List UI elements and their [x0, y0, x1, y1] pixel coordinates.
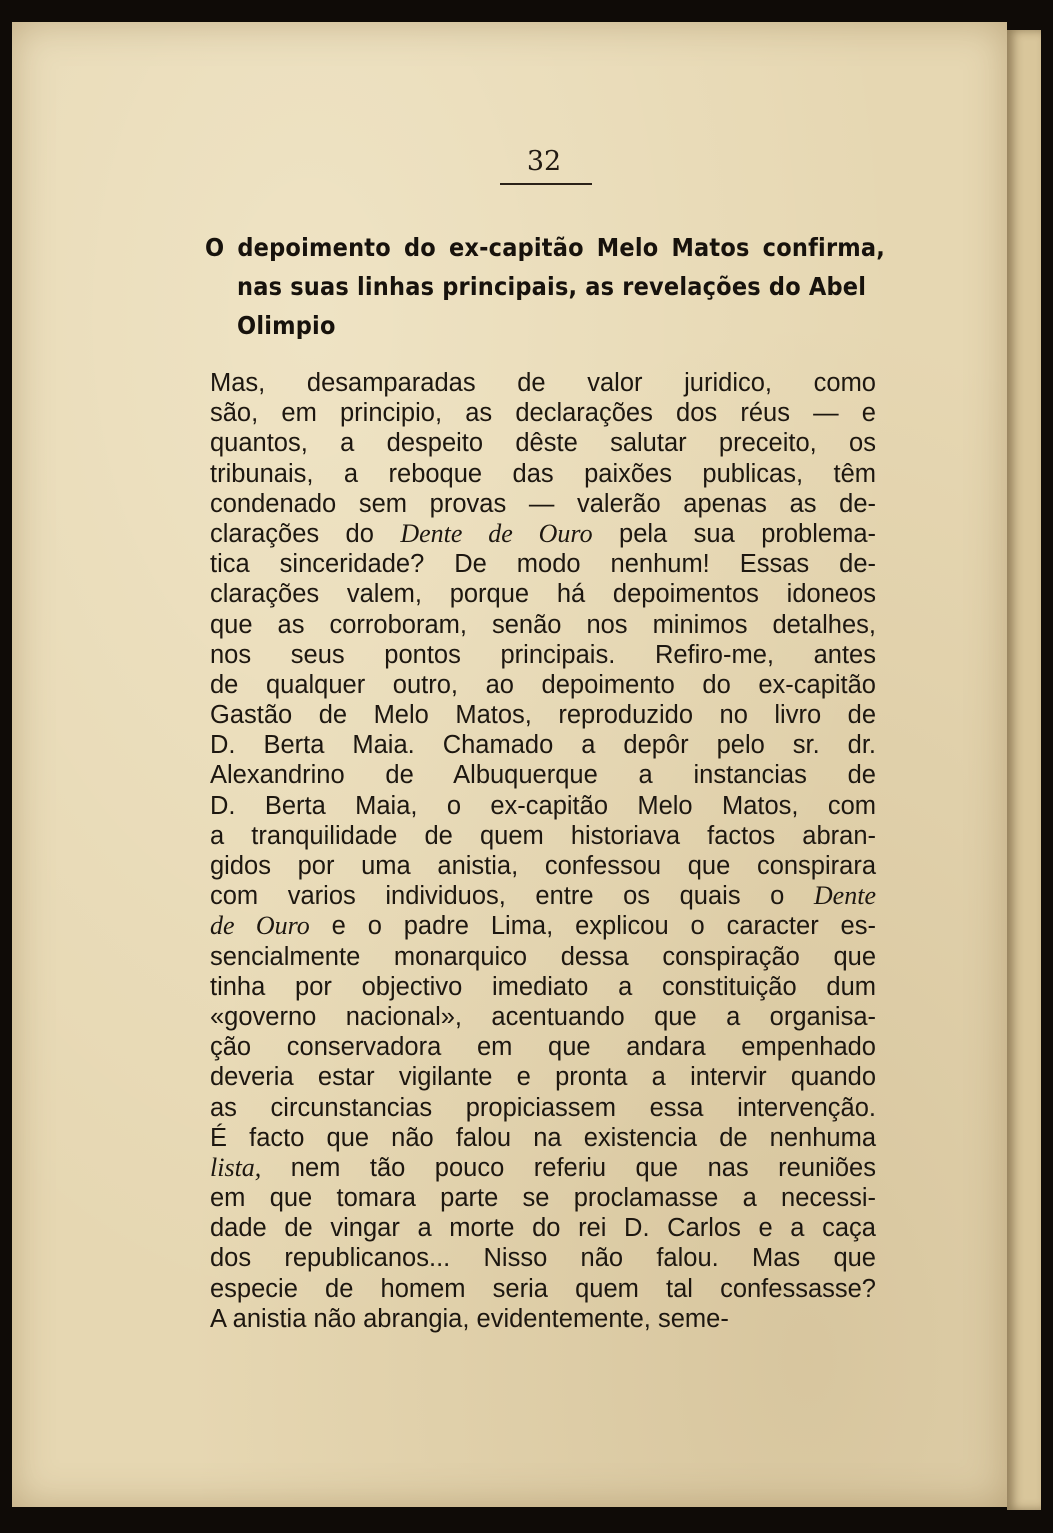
- body-line: nos seus pontos principais. Refiro-me, antes: [210, 640, 876, 669]
- italic-title: Dente: [813, 881, 876, 911]
- body-line: Mas, desamparadas de valor juridico, como: [210, 369, 876, 397]
- body-line: quantos, a despeito dêste salutar preceito, os: [210, 429, 876, 458]
- heading-line: Olimpio: [237, 311, 336, 340]
- body-line: D. Berta Maia, o ex-capitão Melo Matos, com: [210, 791, 876, 820]
- body-line: tinha por objectivo imediato a constituição dum: [210, 972, 876, 1001]
- body-line: Gastão de Melo Matos, reproduzido no livro de: [210, 701, 876, 730]
- italic-title: de Ouro: [210, 911, 310, 941]
- heading-line: nas suas linhas principais, as revelações do Abel: [237, 272, 867, 301]
- body-line: a tranquilidade de quem historiava factos abran-: [210, 821, 876, 850]
- body-line: «governo nacional», acentuando que a organisa-: [210, 1002, 876, 1031]
- body-line: É facto que não falou na existencia de nenhuma: [210, 1123, 876, 1152]
- body-line: com varios individuos, entre os quais o Dente: [210, 881, 876, 911]
- body-line: ção conservadora em que andara empenhado: [210, 1033, 876, 1062]
- body-line: D. Berta Maia. Chamado a depôr pelo sr. dr.: [210, 731, 876, 760]
- body-line: em que tomara parte se proclamasse a necessi-: [210, 1184, 876, 1213]
- facing-page-edge: [1007, 30, 1041, 1510]
- body-line: clarações do Dente de Ouro pela sua problema-: [210, 518, 876, 548]
- body-line: de Ouro e o padre Lima, explicou o caracter es-: [210, 911, 876, 941]
- body-line: especie de homem seria quem tal confessasse?: [210, 1274, 876, 1303]
- body-paragraph: [210, 368, 876, 1334]
- body-line: tribunais, a reboque das paixões publicas, têm: [210, 459, 876, 488]
- body-line: dade de vingar a morte do rei D. Carlos e a caça: [210, 1214, 876, 1243]
- body-line: tica sinceridade? De modo nenhum! Essas de-: [210, 550, 876, 579]
- body-line: gidos por uma anistia, confessou que conspirara: [210, 852, 876, 880]
- body-line: são, em principio, as declarações dos réus — e: [210, 399, 876, 428]
- page-number-rule: [500, 183, 592, 185]
- body-line: que as corroboram, senão nos minimos detalhes,: [210, 610, 876, 639]
- italic-title: lista,: [210, 1152, 262, 1182]
- heading-line: O depoimento do ex-capitão Melo Matos confirma,: [205, 233, 885, 262]
- italic-title: Dente de Ouro: [400, 518, 593, 548]
- section-heading: [205, 228, 885, 345]
- body-line: Alexandrino de Albuquerque a instancias de: [210, 761, 876, 790]
- body-line: clarações valem, porque há depoimentos idoneos: [210, 580, 876, 609]
- body-line: de qualquer outro, ao depoimento do ex-capitão: [210, 670, 876, 699]
- body-line: as circunstancias propiciassem essa intervenção.: [210, 1093, 876, 1122]
- body-line: dos republicanos... Nisso não falou. Mas que: [210, 1244, 876, 1273]
- body-line: deveria estar vigilante e pronta a intervir quando: [210, 1063, 876, 1092]
- body-line: sencialmente monarquico dessa conspiração que: [210, 942, 876, 971]
- body-line: lista, nem tão pouco referiu que nas reuniões: [210, 1152, 876, 1182]
- body-line: A anistia não abrangia, evidentemente, seme-: [210, 1304, 729, 1333]
- page-number: 32: [526, 146, 562, 177]
- body-line: condenado sem provas — valerão apenas as de-: [210, 489, 876, 518]
